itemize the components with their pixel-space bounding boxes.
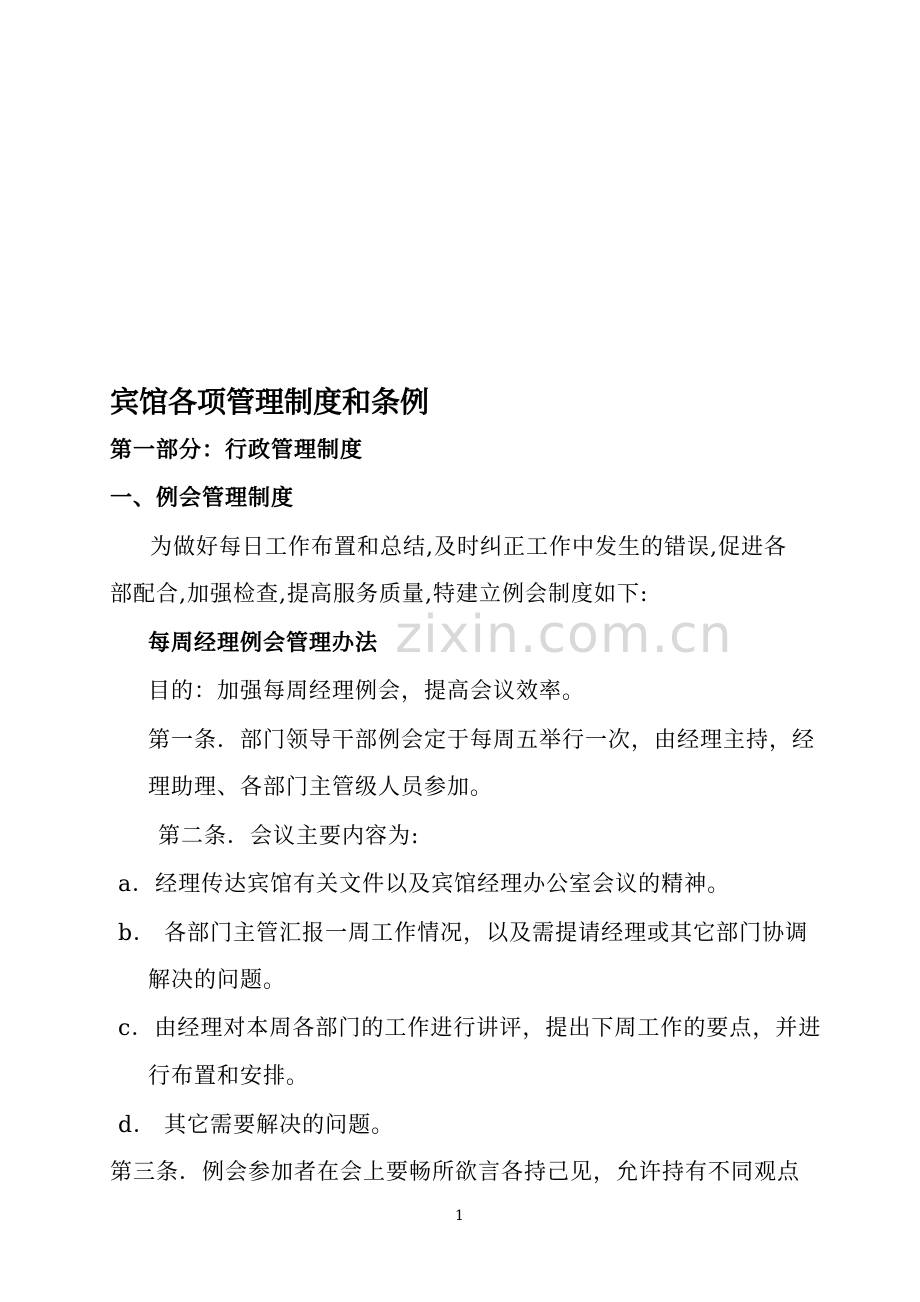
watermark: zixin.com.cn [395,605,733,665]
page-number: 1 [455,1208,464,1224]
sub-heading: 每周经理例会管理办法 [148,630,379,656]
intro-paragraph-line-2: 部配合,加强检查,提高服务质量,特建立例会制度如下: [110,582,649,607]
item-b-line-2: 解决的问题。 [148,968,287,993]
intro-paragraph-line-1: 为做好每日工作布置和总结,及时纠正工作中发生的错误,促进各 [150,535,787,560]
part-heading: 第一部分：行政管理制度 [110,437,364,463]
item-a: a．经理传达宾馆有关文件以及宾馆经理办公室会议的精神。 [118,872,731,897]
item-c-line-2: 行布置和安排。 [148,1064,310,1089]
article-2: 第二条．会议主要内容为: [158,824,420,849]
section-heading: 一、例会管理制度 [110,485,295,511]
document-title: 宾馆各项管理制度和条例 [110,385,430,419]
article-1-line-2: 理助理、各部门主管级人员参加。 [148,775,494,800]
article-3-line-1: 第三条．例会参加者在会上要畅所欲言各持己见，允许持有不同观点 [110,1160,801,1185]
item-b-line-1: b． 各部门主管汇报一周工作情况，以及需提请经理或其它部门协调 [118,921,809,946]
item-c-line-1: c．由经理对本周各部门的工作进行讲评，提出下周工作的要点，并进 [118,1016,822,1041]
article-1-line-1: 第一条．部门领导干部例会定于每周五举行一次，由经理主持，经 [148,728,816,753]
item-d: d． 其它需要解决的问题。 [118,1113,395,1138]
purpose-text: 目的：加强每周经理例会，提高会议效率。 [148,679,586,704]
